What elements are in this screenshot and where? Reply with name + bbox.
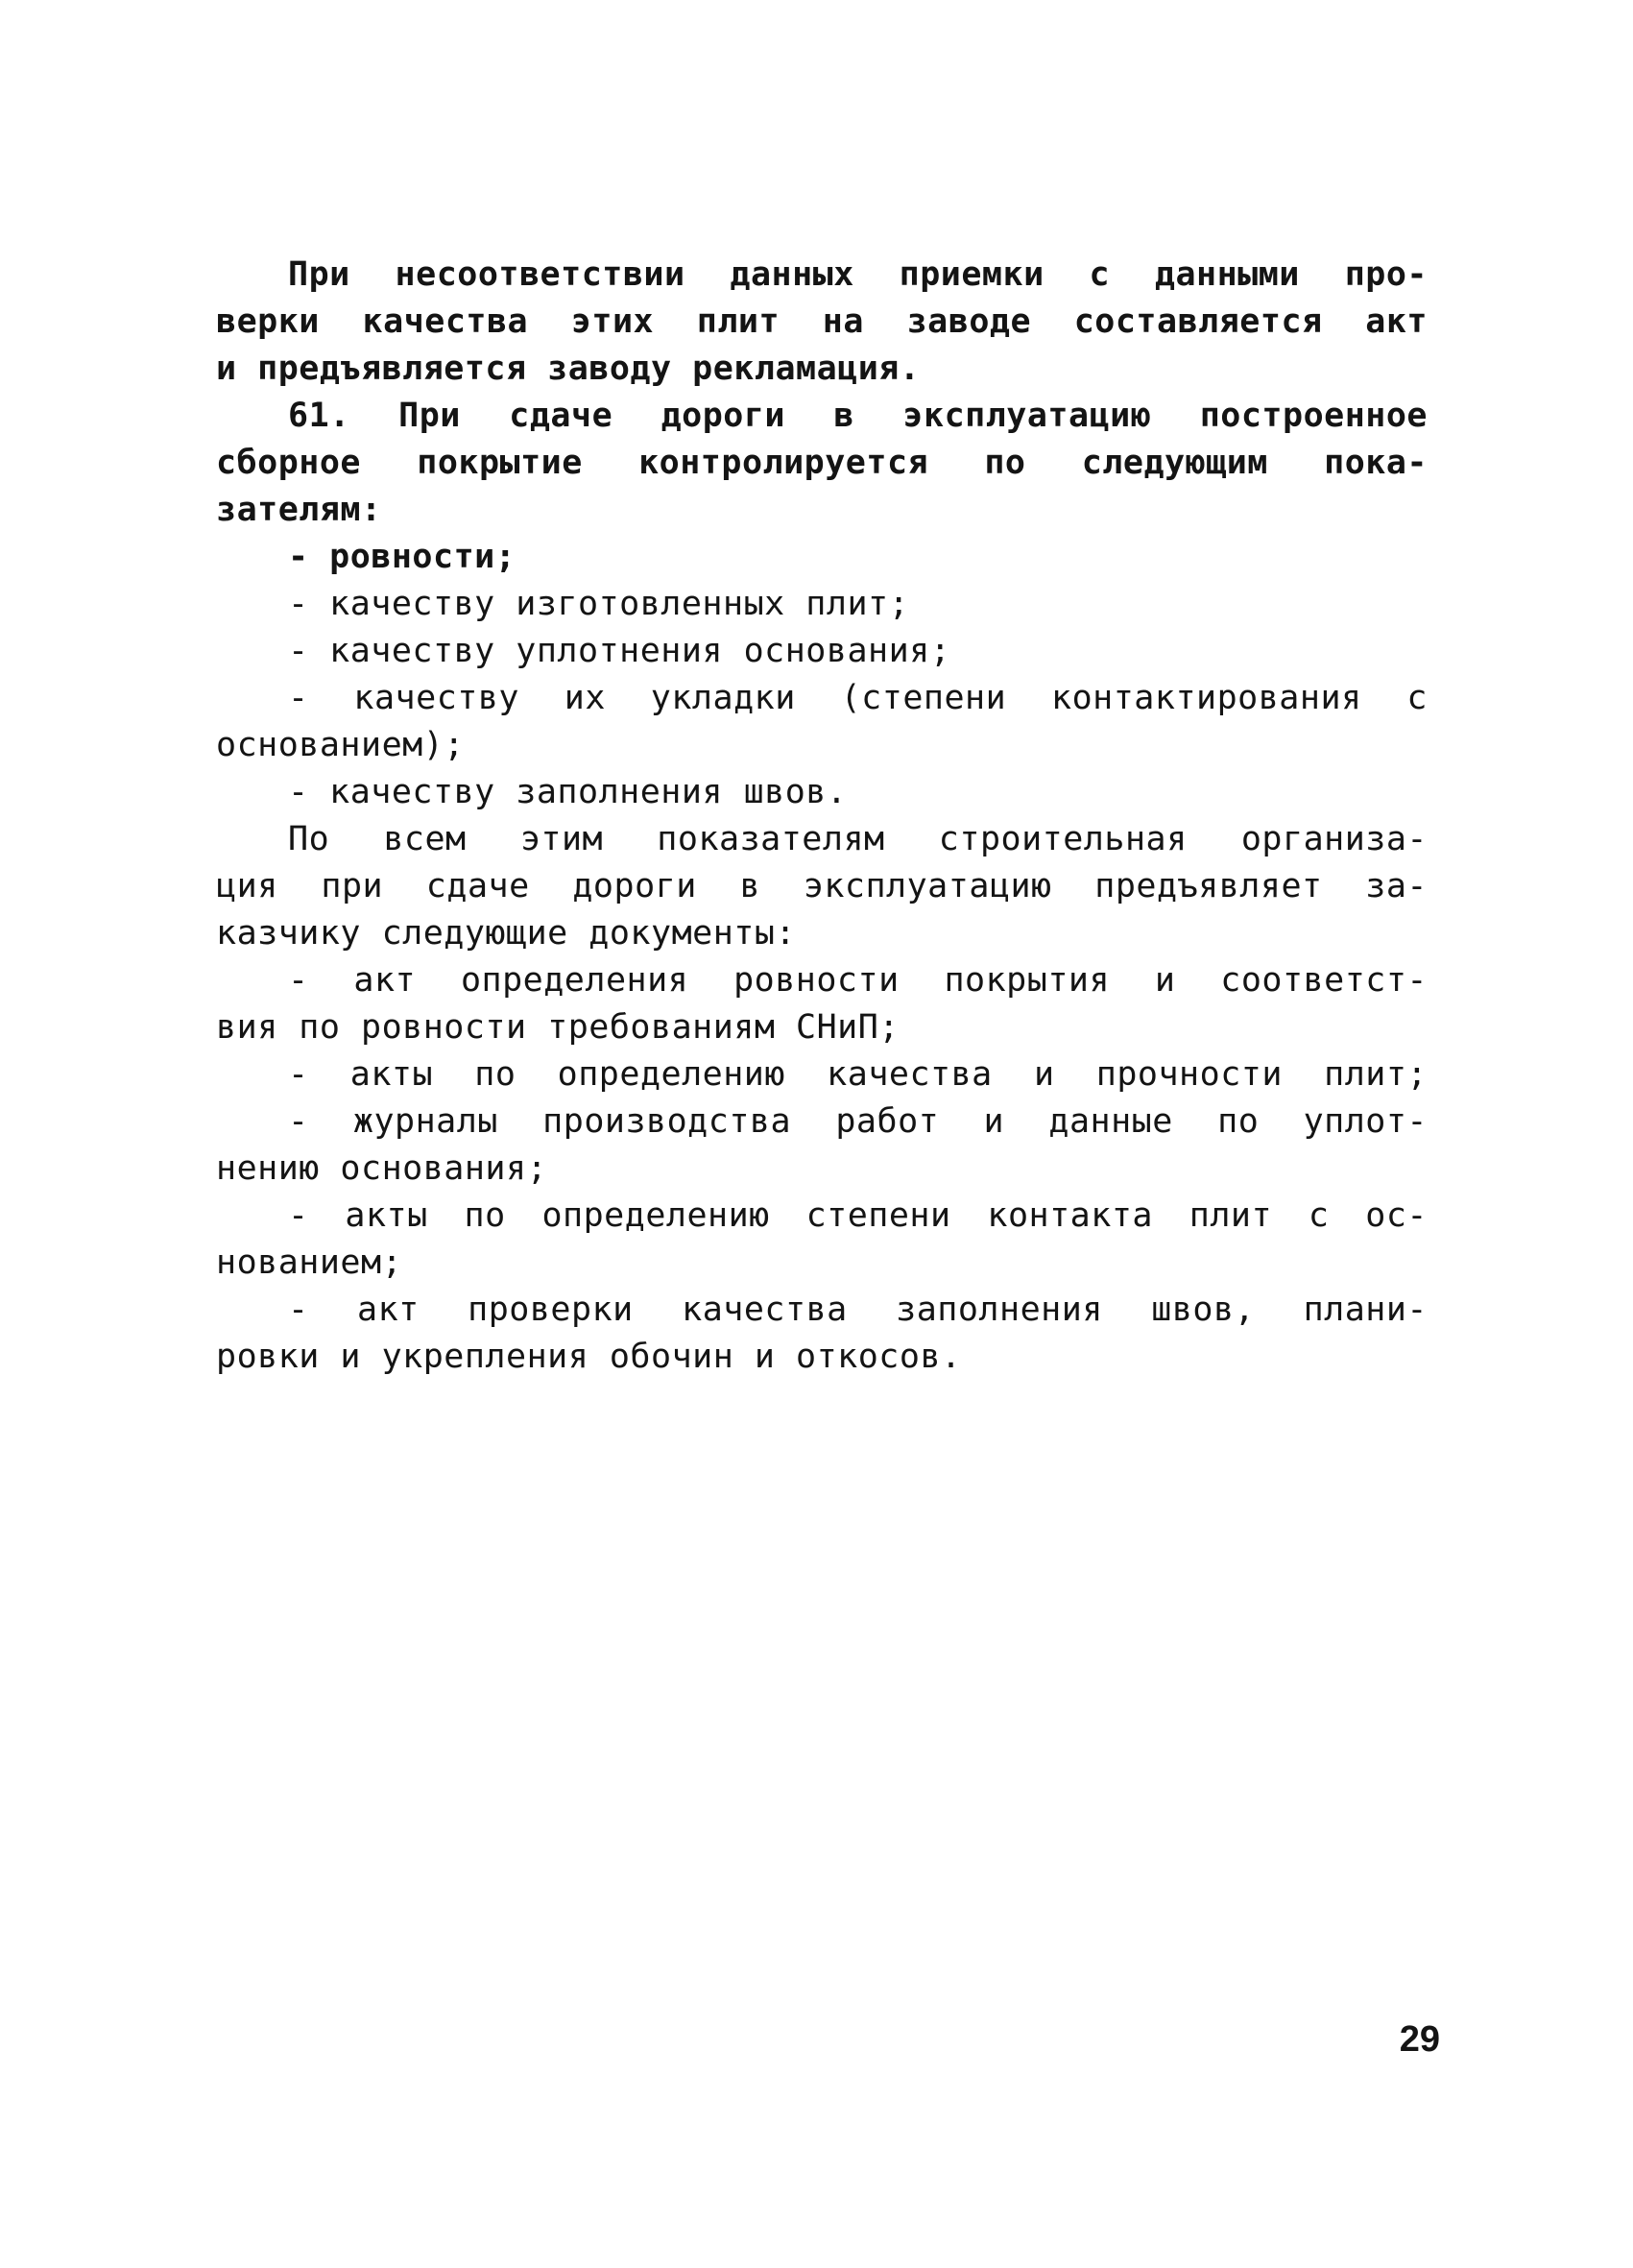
list-item: - качеству изготовленных плит; — [288, 585, 910, 623]
text-line: нованием; — [216, 1243, 403, 1282]
text-line: казчику следующие документы: — [216, 914, 797, 953]
text-line: 61. При сдаче дороги в эксплуатацию построенное — [288, 397, 1428, 435]
text-line: основанием); — [216, 726, 465, 764]
list-item: - акт определения ровности покрытия и соответст- — [288, 961, 1428, 1000]
text-line: зателям: — [216, 491, 382, 529]
text-line: ровки и укрепления обочин и откосов. — [216, 1338, 962, 1376]
text-line: По всем этим показателям строительная организа- — [288, 820, 1428, 858]
text-line: верки качества этих плит на заводе составляется акт — [216, 302, 1428, 341]
list-item: - журналы производства работ и данные по уплот- — [288, 1102, 1428, 1141]
list-item: - ровности; — [288, 538, 516, 576]
list-item: - качеству их укладки (степени контактирования с — [288, 679, 1428, 717]
body-text — [216, 252, 1428, 1381]
text-line: вия по ровности требованиям СНиП; — [216, 1008, 900, 1047]
list-item: - качеству заполнения швов. — [288, 773, 848, 811]
text-line: При несоответствии данных приемки с данными про- — [288, 255, 1428, 294]
list-item: - качеству уплотнения основания; — [288, 632, 951, 670]
text-line: ция при сдаче дороги в эксплуатацию предъявляет за- — [216, 867, 1428, 905]
list-item: - акты по определению качества и прочности плит; — [288, 1055, 1428, 1094]
list-item: - акты по определению степени контакта плит с ос- — [288, 1196, 1428, 1235]
text-line: нению основания; — [216, 1149, 548, 1188]
list-item: - акт проверки качества заполнения швов, плани- — [288, 1291, 1428, 1329]
page-number: 29 — [1399, 2019, 1440, 2060]
text-line: и предъявляется заводу рекламация. — [216, 350, 921, 388]
text-line: сборное покрытие контролируется по следующим пока- — [216, 444, 1428, 482]
